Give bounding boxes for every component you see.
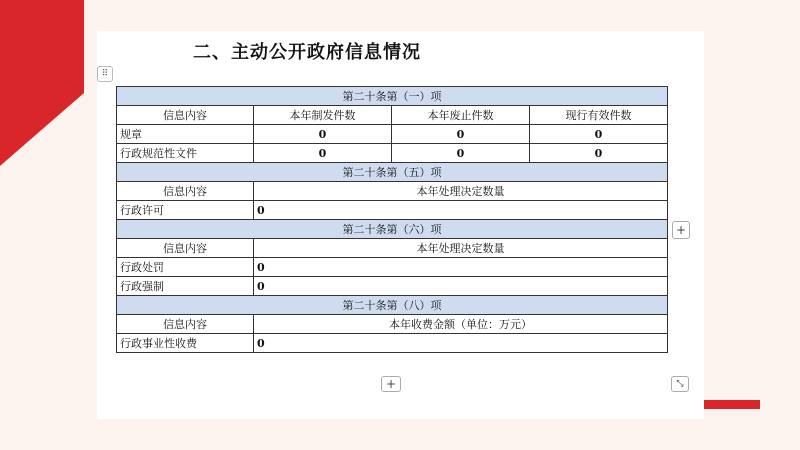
row-label[interactable]: 行政规范性文件 — [117, 144, 254, 163]
section-header-row — [117, 163, 668, 182]
column-header[interactable]: 信息内容 — [117, 106, 254, 125]
page-title: 二、主动公开政府信息情况 — [193, 42, 421, 63]
resize-handle-icon[interactable]: ⤡ — [671, 376, 689, 392]
column-header[interactable]: 信息内容 — [117, 182, 254, 201]
decorative-red-bar — [704, 400, 760, 409]
row-label[interactable]: 行政许可 — [117, 201, 254, 220]
table-cell[interactable]: 0 — [392, 125, 530, 144]
column-header[interactable]: 本年处理决定数量 — [254, 182, 668, 201]
column-header-row — [117, 239, 668, 258]
table-row — [117, 125, 668, 144]
table-row — [117, 201, 668, 220]
table-cell[interactable]: 0 — [530, 125, 668, 144]
column-header[interactable]: 本年处理决定数量 — [254, 239, 668, 258]
column-header[interactable]: 本年制发件数 — [254, 106, 392, 125]
section-header[interactable]: 第二十条第（一）项 — [117, 87, 668, 106]
table-cell[interactable]: 0 — [530, 144, 668, 163]
column-header[interactable]: 现行有效件数 — [530, 106, 668, 125]
table-drag-handle-icon[interactable]: ⠿ — [97, 66, 113, 82]
section-header[interactable]: 第二十条第（五）项 — [117, 163, 668, 182]
column-header-row — [117, 106, 668, 125]
column-header[interactable]: 本年废止件数 — [392, 106, 530, 125]
column-header[interactable]: 本年收费金额（单位：万元） — [254, 315, 668, 334]
table-cell[interactable]: 0 — [254, 144, 392, 163]
section-header-row — [117, 87, 668, 106]
column-header[interactable]: 信息内容 — [117, 239, 254, 258]
section-header-row — [117, 296, 668, 315]
row-label[interactable]: 行政处罚 — [117, 258, 254, 277]
table-row — [117, 334, 668, 353]
row-label[interactable]: 行政事业性收费 — [117, 334, 254, 353]
row-label[interactable]: 行政强制 — [117, 277, 254, 296]
disclosure-table — [116, 86, 668, 353]
table-cell[interactable]: 0 — [254, 201, 668, 220]
table-row — [117, 144, 668, 163]
table-row — [117, 258, 668, 277]
table-cell[interactable]: 0 — [254, 258, 668, 277]
table-cell[interactable]: 0 — [254, 334, 668, 353]
table-cell[interactable]: 0 — [392, 144, 530, 163]
section-header[interactable]: 第二十条第（六）项 — [117, 220, 668, 239]
table-cell[interactable]: 0 — [254, 277, 668, 296]
row-label[interactable]: 规章 — [117, 125, 254, 144]
decorative-red-triangle — [0, 0, 84, 166]
table-cell[interactable]: 0 — [254, 125, 392, 144]
section-header[interactable]: 第二十条第（八）项 — [117, 296, 668, 315]
section-header-row — [117, 220, 668, 239]
add-column-plus-icon[interactable]: + — [672, 221, 690, 239]
column-header-row — [117, 315, 668, 334]
table-row — [117, 277, 668, 296]
column-header-row — [117, 182, 668, 201]
column-header[interactable]: 信息内容 — [117, 315, 254, 334]
add-row-plus-icon[interactable]: + — [381, 376, 401, 392]
